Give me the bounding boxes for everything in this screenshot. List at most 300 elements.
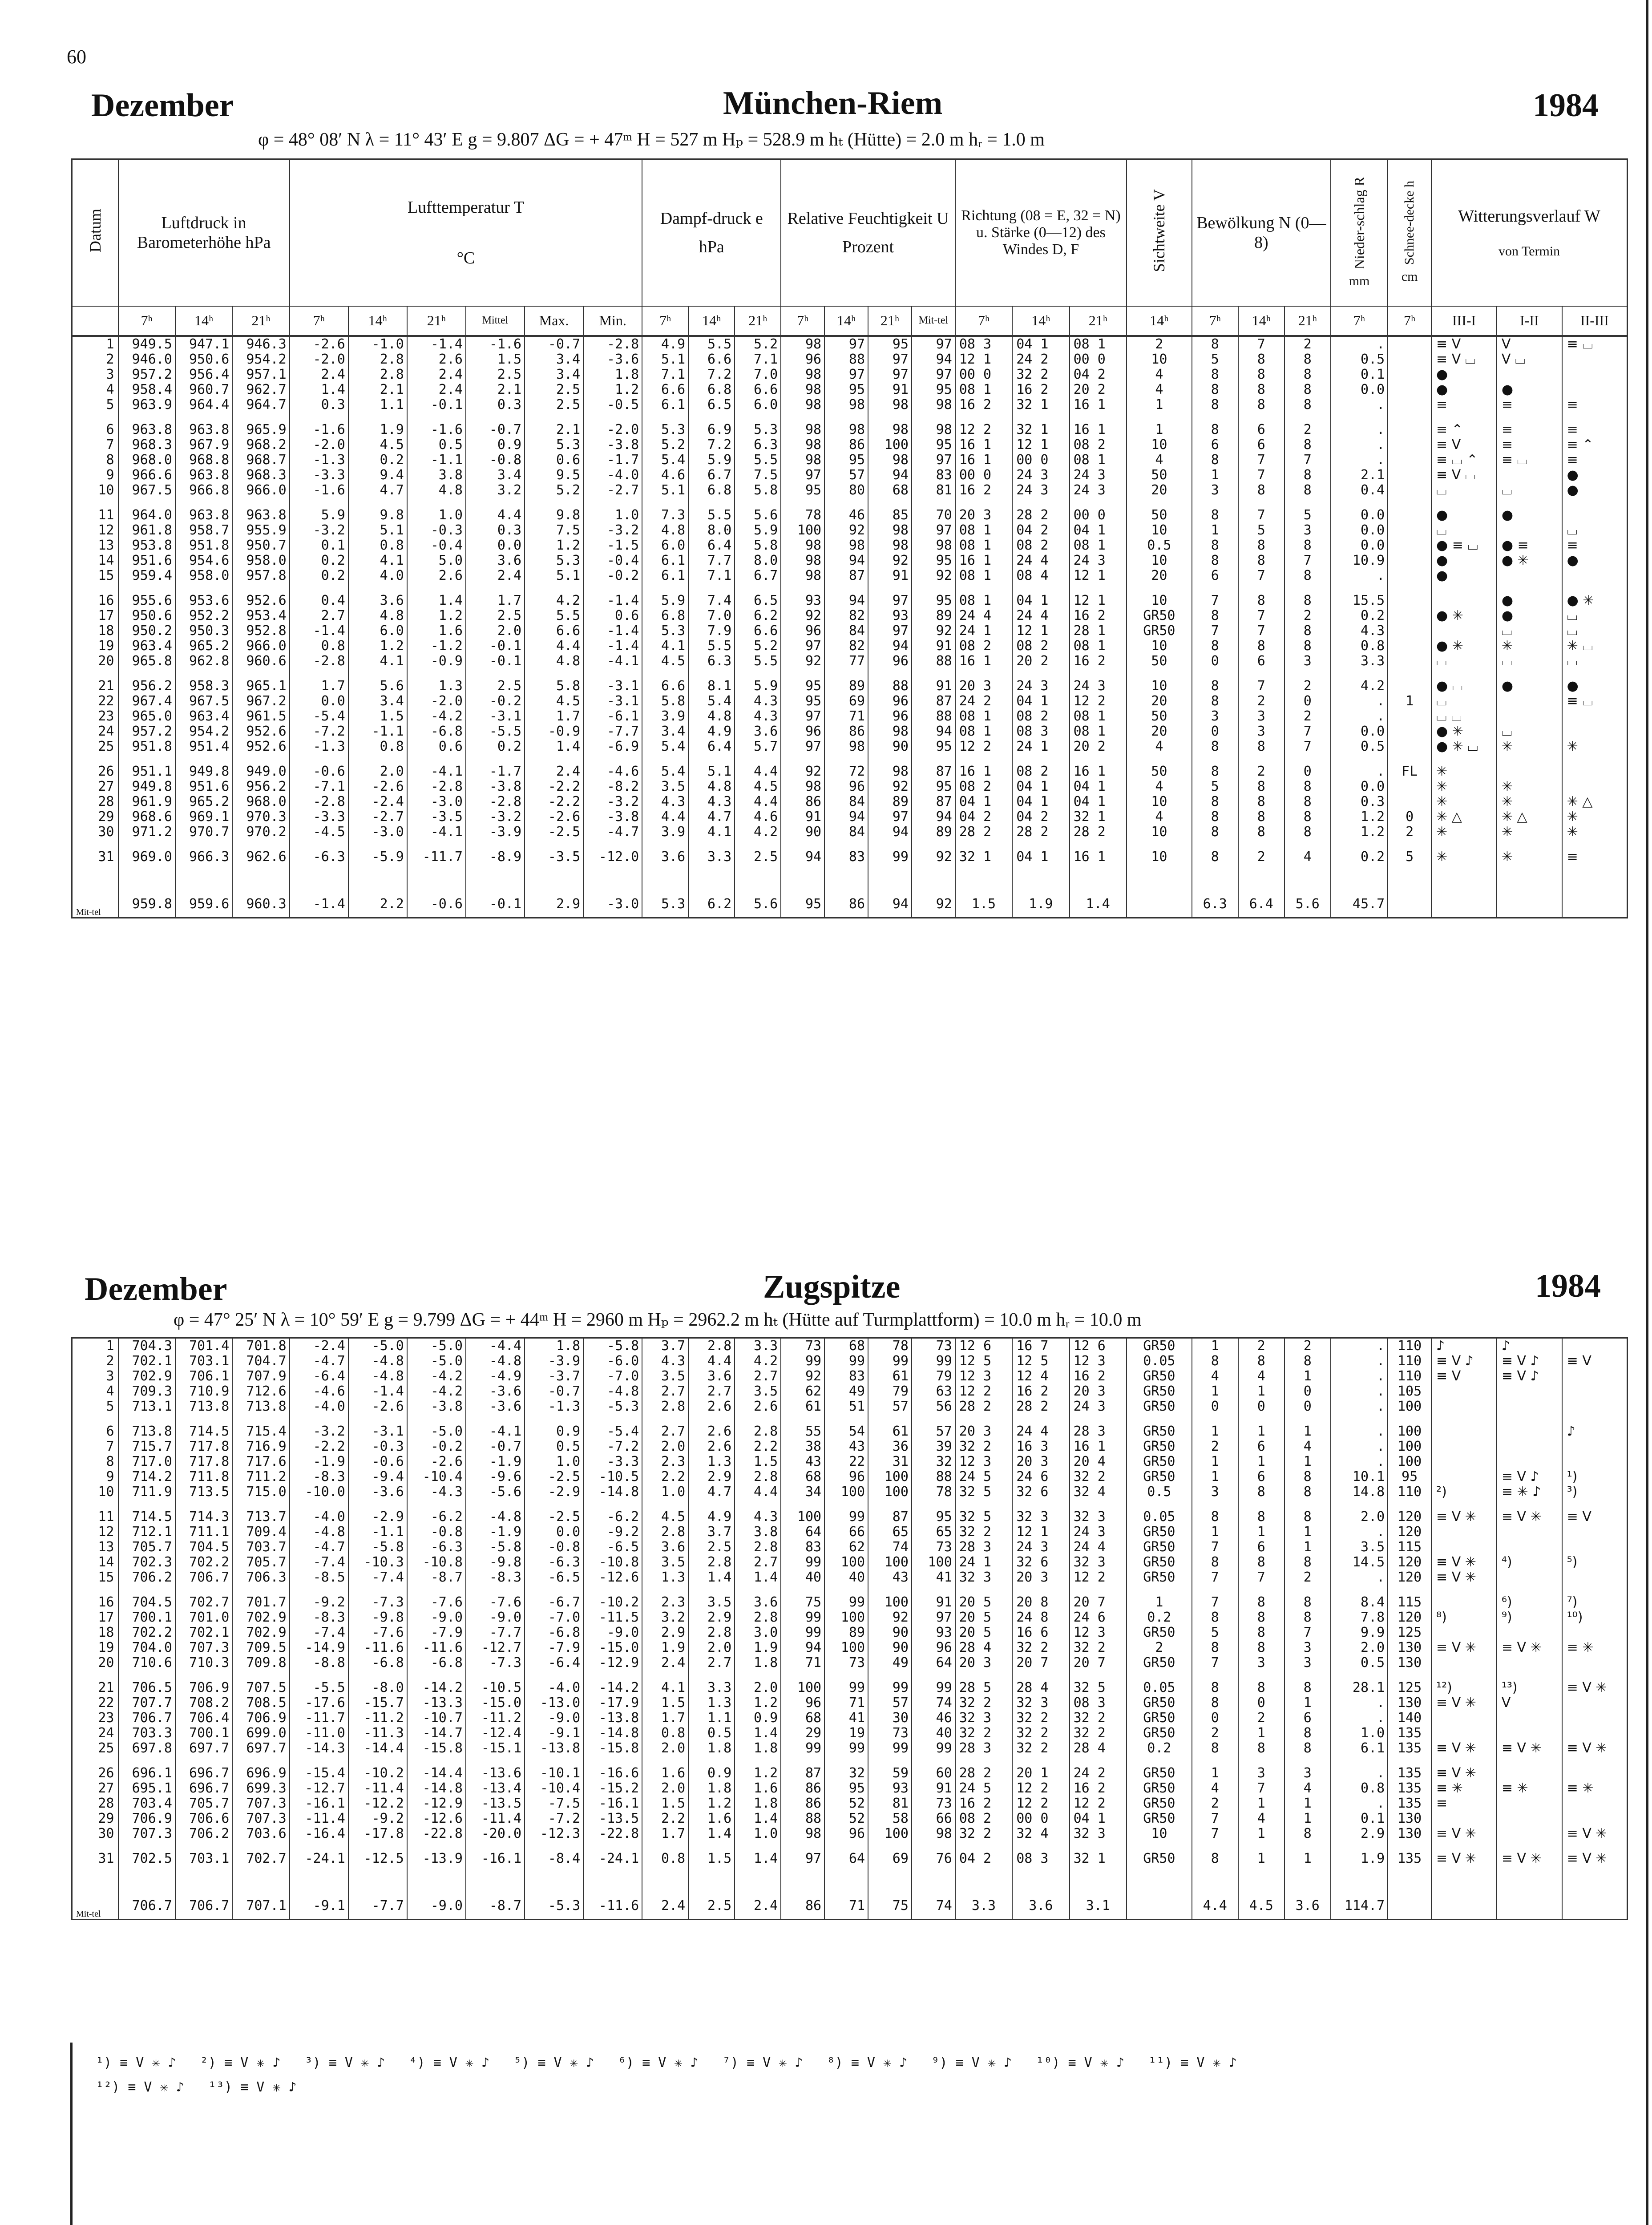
data-cell: 5.8 [735,483,781,498]
data-cell: 970.3 [232,809,289,825]
data-cell: 946.0 [118,352,175,367]
gap-cell [175,1671,232,1680]
data-cell: ≡ V ✳ [1562,1826,1628,1841]
gap-cell [232,1585,289,1595]
mean-cell [1431,891,1497,918]
mean-cell: -1.4 [290,891,348,918]
gap-cell [175,754,232,764]
data-cell: 1 [1284,1540,1331,1555]
data-cell: 08 2 [1012,764,1069,779]
data-cell: 1 [1284,1851,1331,1866]
data-cell: 0.5 [1127,538,1192,553]
data-cell: -7.9 [525,1640,583,1655]
data-cell: 3.7 [688,1525,735,1540]
data-cell: 8 [1238,639,1284,654]
data-cell: -9.2 [348,1811,407,1826]
data-cell: 706.7 [118,1711,175,1726]
data-cell: 4.8 [688,779,735,794]
data-cell: 3.4 [525,367,583,382]
day-cell: 8 [72,1454,118,1469]
gap-cell [1070,413,1127,422]
gap-cell [1562,1414,1628,1424]
data-cell: 2.8 [642,1399,688,1414]
data-cell: 14.5 [1331,1555,1388,1570]
gap-cell [955,669,1012,679]
data-cell: -2.8 [290,794,348,809]
table-row [72,809,1628,825]
data-cell: 100 [868,1469,912,1485]
subheader-cell: Mit-tel [912,306,955,336]
data-cell: -15.7 [348,1695,407,1711]
gap-cell [1431,669,1497,679]
data-cell: 32 4 [1070,1485,1127,1500]
data-cell [1388,794,1431,809]
mean-cell [1388,891,1431,918]
data-cell: 3.6 [466,553,525,568]
row-gap [72,1756,1628,1766]
data-cell: 4.7 [688,1485,735,1500]
gap-cell [1012,413,1069,422]
mean-cell: 4.5 [1238,1893,1284,1920]
data-cell: 1.7 [466,593,525,608]
data-cell: 71 [824,1695,868,1711]
data-cell: ≡ V ⌴ [1431,352,1497,367]
data-cell: -15.0 [466,1695,525,1711]
data-cell: 0.8 [1331,639,1388,654]
gap-cell [348,498,407,508]
data-cell: 100 [868,1485,912,1500]
gap-cell [72,1866,118,1893]
data-cell: ≡ V ♪ [1497,1354,1562,1369]
day-cell: 15 [72,568,118,583]
data-cell: 7.1 [642,367,688,382]
data-cell: 6.0 [735,397,781,413]
data-cell: -7.6 [407,1595,466,1610]
gap-cell [868,1756,912,1766]
data-cell: 703.1 [175,1354,232,1369]
data-cell: 94 [868,825,912,840]
data-cell: 2.1 [1331,468,1388,483]
data-cell: 6.6 [642,382,688,397]
data-cell: 8 [1238,538,1284,553]
data-cell: 3.4 [348,694,407,709]
data-cell: 43 [824,1439,868,1454]
day-cell: 23 [72,1711,118,1726]
data-cell: -9.0 [525,1711,583,1726]
data-cell: 20 7 [1070,1595,1127,1610]
data-cell: ⌴ [1497,724,1562,739]
data-cell [1431,1454,1497,1469]
data-cell: 702.7 [232,1851,289,1866]
data-cell: -13.6 [466,1766,525,1781]
data-cell: ✳ [1562,809,1628,825]
data-cell: 3.6 [688,1369,735,1384]
data-cell: 2.6 [688,1399,735,1414]
data-cell: ≡ V ✳ [1431,1640,1497,1655]
data-cell: 7 [1284,724,1331,739]
gap-cell [1127,1414,1192,1424]
data-cell: 79 [868,1384,912,1399]
data-cell: 90 [868,1625,912,1640]
gap-cell [1562,1671,1628,1680]
subheader-cell: 7ʰ [1388,306,1431,336]
table-row [72,639,1628,654]
data-cell: 2.4 [525,764,583,779]
subheader-cell: 7ʰ [642,306,688,336]
day-cell: 13 [72,538,118,553]
data-cell: 0.1 [1331,1811,1388,1826]
data-cell: 3.5 [642,1555,688,1570]
data-cell: 1.0 [525,1454,583,1469]
data-cell: ⁵) [1562,1555,1628,1570]
subheader-cell: 21ʰ [1284,306,1331,336]
gap-cell [290,1866,348,1893]
data-cell: 6 [1192,437,1238,453]
row-gap [72,865,1628,891]
data-cell: 32 3 [1070,1826,1127,1841]
data-cell: 5.3 [735,422,781,437]
data-cell: 73 [868,1726,912,1741]
data-cell: ⁸) [1431,1610,1497,1625]
data-cell: 4.6 [735,809,781,825]
data-cell: 98 [824,397,868,413]
data-cell: 2.6 [688,1439,735,1454]
data-cell: 1 [1238,1851,1284,1866]
gap-cell [735,1414,781,1424]
mean-cell: -0.6 [407,891,466,918]
gap-cell [583,1585,642,1595]
data-cell: 100 [1388,1454,1431,1469]
subheader-cell: 14ʰ [1127,306,1192,336]
data-cell: 701.4 [175,1338,232,1354]
data-cell: 701.8 [232,1338,289,1354]
data-cell: -3.1 [466,709,525,724]
data-cell: 2 [1284,1338,1331,1354]
data-cell: 3.6 [735,724,781,739]
data-cell: 8 [1192,382,1238,397]
gap-cell [72,498,118,508]
data-cell: 32 2 [1070,1640,1127,1655]
gap-cell [824,498,868,508]
data-cell: ≡ V ✳ [1431,1826,1497,1841]
data-cell: -10.8 [407,1555,466,1570]
data-cell: ● [1497,679,1562,694]
data-cell [1431,1811,1497,1826]
data-cell: 97 [868,623,912,639]
data-cell: 3.6 [642,850,688,865]
data-cell: -15.8 [407,1741,466,1756]
data-cell: -7.7 [466,1625,525,1640]
gap-cell [1497,1866,1562,1893]
data-cell: 04 1 [1012,850,1069,865]
data-cell: 32 1 [1012,422,1069,437]
data-cell: 98 [868,397,912,413]
day-cell: 19 [72,1640,118,1655]
gap-cell [824,1841,868,1851]
data-cell: ● ≡ [1497,538,1562,553]
table-row [72,352,1628,367]
data-cell: 08 2 [1012,538,1069,553]
data-cell: 8 [1192,1680,1238,1695]
data-cell: 08 1 [955,593,1012,608]
data-cell: 32 4 [1012,1826,1069,1841]
day-cell: 4 [72,382,118,397]
data-cell: 6 [1238,422,1284,437]
data-cell: 0.0 [1331,538,1388,553]
data-cell [1431,1424,1497,1439]
data-cell: 5.2 [525,483,583,498]
data-cell: -6.8 [407,724,466,739]
data-cell: 16 6 [1012,1625,1069,1640]
gap-cell [466,840,525,850]
data-cell: 2.0 [642,1741,688,1756]
data-cell: 2.5 [466,367,525,382]
gap-cell [824,840,868,850]
data-cell: 86 [781,794,824,809]
data-cell: 701.7 [232,1595,289,1610]
data-cell: 1.8 [583,367,642,382]
data-cell: 04 1 [1070,1811,1127,1826]
data-cell: 87 [781,1766,824,1781]
data-cell: 61 [781,1399,824,1414]
data-cell [1562,382,1628,397]
gap-cell [1012,1866,1069,1893]
data-cell: 957.2 [118,367,175,382]
data-cell: -4.8 [290,1525,348,1540]
data-cell: 2.2 [642,1811,688,1826]
data-cell: 16 2 [1070,654,1127,669]
gap-cell [781,413,824,422]
data-cell [1562,1766,1628,1781]
data-cell: 969.1 [175,809,232,825]
mean-cell: 75 [868,1893,912,1920]
data-cell: 5.3 [525,437,583,453]
data-cell: -7.2 [583,1439,642,1454]
data-cell: 56 [912,1399,955,1414]
data-cell: 0.5 [1331,1655,1388,1671]
data-cell: 957.8 [232,568,289,583]
gap-cell [1284,754,1331,764]
day-cell: 1 [72,1338,118,1354]
data-cell: 90 [868,739,912,754]
data-cell: -9.2 [583,1525,642,1540]
data-cell: -5.6 [466,1485,525,1500]
header-subrow [72,306,1628,336]
table-row [72,1384,1628,1399]
data-cell: ¹) [1562,1469,1628,1485]
gap-cell [912,1866,955,1893]
data-cell: ≡ V ✳ [1562,1741,1628,1756]
data-cell: 10 [1127,553,1192,568]
data-cell: 8 [1192,1555,1238,1570]
data-cell: -3.3 [290,468,348,483]
data-cell: 2.6 [735,1399,781,1414]
data-cell: -15.0 [583,1640,642,1655]
data-cell [1388,483,1431,498]
data-cell: 24 8 [1012,1610,1069,1625]
data-cell: 1.4 [735,1851,781,1866]
data-cell: 10 [1127,639,1192,654]
data-cell: GR50 [1127,1570,1192,1585]
data-cell: -1.3 [525,1399,583,1414]
data-cell: -7.4 [348,1570,407,1585]
data-cell: 8 [1192,367,1238,382]
data-cell: 95 [912,382,955,397]
subheader-cell: 7ʰ [781,306,824,336]
gap-cell [642,1756,688,1766]
data-cell: 950.3 [175,623,232,639]
data-cell: 24 3 [1070,483,1127,498]
data-cell: 28 2 [955,1399,1012,1414]
gap-cell [1388,1841,1431,1851]
gap-cell [175,1414,232,1424]
data-cell: -3.1 [348,1424,407,1439]
day-cell: 24 [72,724,118,739]
data-cell: 12 3 [1070,1625,1127,1640]
data-cell: 97 [781,1851,824,1866]
data-cell: 8 [1192,679,1238,694]
data-cell: 4.4 [735,794,781,809]
gap-cell [1431,1866,1497,1893]
data-cell: 08 1 [1070,453,1127,468]
gap-cell [781,1841,824,1851]
data-cell: 1 [1388,694,1431,709]
gap-cell [525,865,583,891]
data-cell: 4.1 [348,553,407,568]
data-cell: 956.2 [118,679,175,694]
data-cell: 16 1 [1070,1439,1127,1454]
data-cell: 0.1 [1331,367,1388,382]
gap-cell [118,1866,175,1893]
data-cell [1562,568,1628,583]
table-row [72,1655,1628,1671]
gap-cell [175,1866,232,1893]
data-cell: 98 [824,538,868,553]
data-cell: ⌴ [1562,654,1628,669]
margin-rule [70,2043,73,2225]
day-cell: 7 [72,437,118,453]
data-cell: -7.6 [466,1595,525,1610]
data-cell: -0.7 [525,336,583,352]
data-cell: 94 [824,553,868,568]
data-cell: 968.2 [232,437,289,453]
gap-cell [232,1500,289,1509]
gap-cell [1431,1414,1497,1424]
data-cell: 949.0 [232,764,289,779]
data-cell: 5 [1284,508,1331,523]
data-cell: 2.9 [1331,1826,1388,1841]
mean-cell: 74 [912,1893,955,1920]
table-row [72,623,1628,639]
data-cell: 4.3 [1331,623,1388,639]
data-cell: 2.2 [642,1469,688,1485]
data-cell: 16 1 [1070,422,1127,437]
gap-cell [1070,1585,1127,1595]
data-cell: 20 2 [1070,739,1127,754]
table-row [72,1399,1628,1414]
data-cell: 8 [1192,639,1238,654]
data-cell [1388,553,1431,568]
gap-cell [868,1585,912,1595]
data-cell: -0.8 [466,453,525,468]
data-cell: 2.0 [348,764,407,779]
subheader-cell: 7ʰ [1331,306,1388,336]
gap-cell [1284,669,1331,679]
table-row [72,850,1628,865]
data-cell: 10 [1127,523,1192,538]
data-cell: 7 [1238,679,1284,694]
data-cell: 9.8 [525,508,583,523]
data-cell [1497,764,1562,779]
data-cell: 1.4 [290,382,348,397]
data-cell: 100 [824,1555,868,1570]
data-cell: 8 [1284,1485,1331,1500]
data-cell: 32 3 [1070,1555,1127,1570]
data-cell: 88 [912,1469,955,1485]
data-cell: 96 [824,779,868,794]
data-cell: 90 [868,1640,912,1655]
data-cell: -16.1 [466,1851,525,1866]
table-row [72,1766,1628,1781]
table-row [72,1485,1628,1500]
gap-cell [781,754,824,764]
data-cell: 98 [912,422,955,437]
data-cell: 24 4 [1070,1540,1127,1555]
gap-cell [781,1756,824,1766]
data-cell: 8 [1238,1640,1284,1655]
gap-cell [175,498,232,508]
data-cell: GR50 [1127,623,1192,639]
data-cell: 706.9 [232,1711,289,1726]
mean-cell: 3.6 [1284,1893,1331,1920]
data-cell: 3.3 [735,1338,781,1354]
data-cell: 10 [1127,850,1192,865]
data-cell [1431,1384,1497,1399]
data-cell: 6 [1238,1540,1284,1555]
data-cell: ⌴ [1497,654,1562,669]
data-cell: 4.8 [642,523,688,538]
data-cell: ● [1431,568,1497,583]
data-cell: 8 [1284,1555,1331,1570]
data-cell: -3.8 [583,809,642,825]
data-cell: ⌴ [1497,483,1562,498]
data-cell: 32 2 [955,1525,1012,1540]
mean-cell: 3.3 [955,1893,1012,1920]
data-cell: ● [1497,608,1562,623]
gap-cell [1431,840,1497,850]
data-cell: 41 [824,1711,868,1726]
gap-cell [466,669,525,679]
data-cell: -4.9 [466,1369,525,1384]
data-cell: ≡ ✳ ♪ [1497,1485,1562,1500]
subheader-cell: III-I [1431,306,1497,336]
gap-cell [290,754,348,764]
data-cell: 7 [1284,553,1331,568]
data-cell: 702.2 [175,1555,232,1570]
data-cell: 2.0 [1331,1509,1388,1525]
data-cell: -4.8 [348,1354,407,1369]
data-cell: -9.8 [348,1610,407,1625]
data-cell [1497,694,1562,709]
data-cell: 43 [781,1454,824,1469]
data-cell: 712.1 [118,1525,175,1540]
subheader-cell: I-II [1497,306,1562,336]
data-cell: -0.9 [525,724,583,739]
gap-cell [1497,1500,1562,1509]
gap-cell [1192,498,1238,508]
data-cell: 98 [781,568,824,583]
data-cell: 110 [1388,1338,1431,1354]
